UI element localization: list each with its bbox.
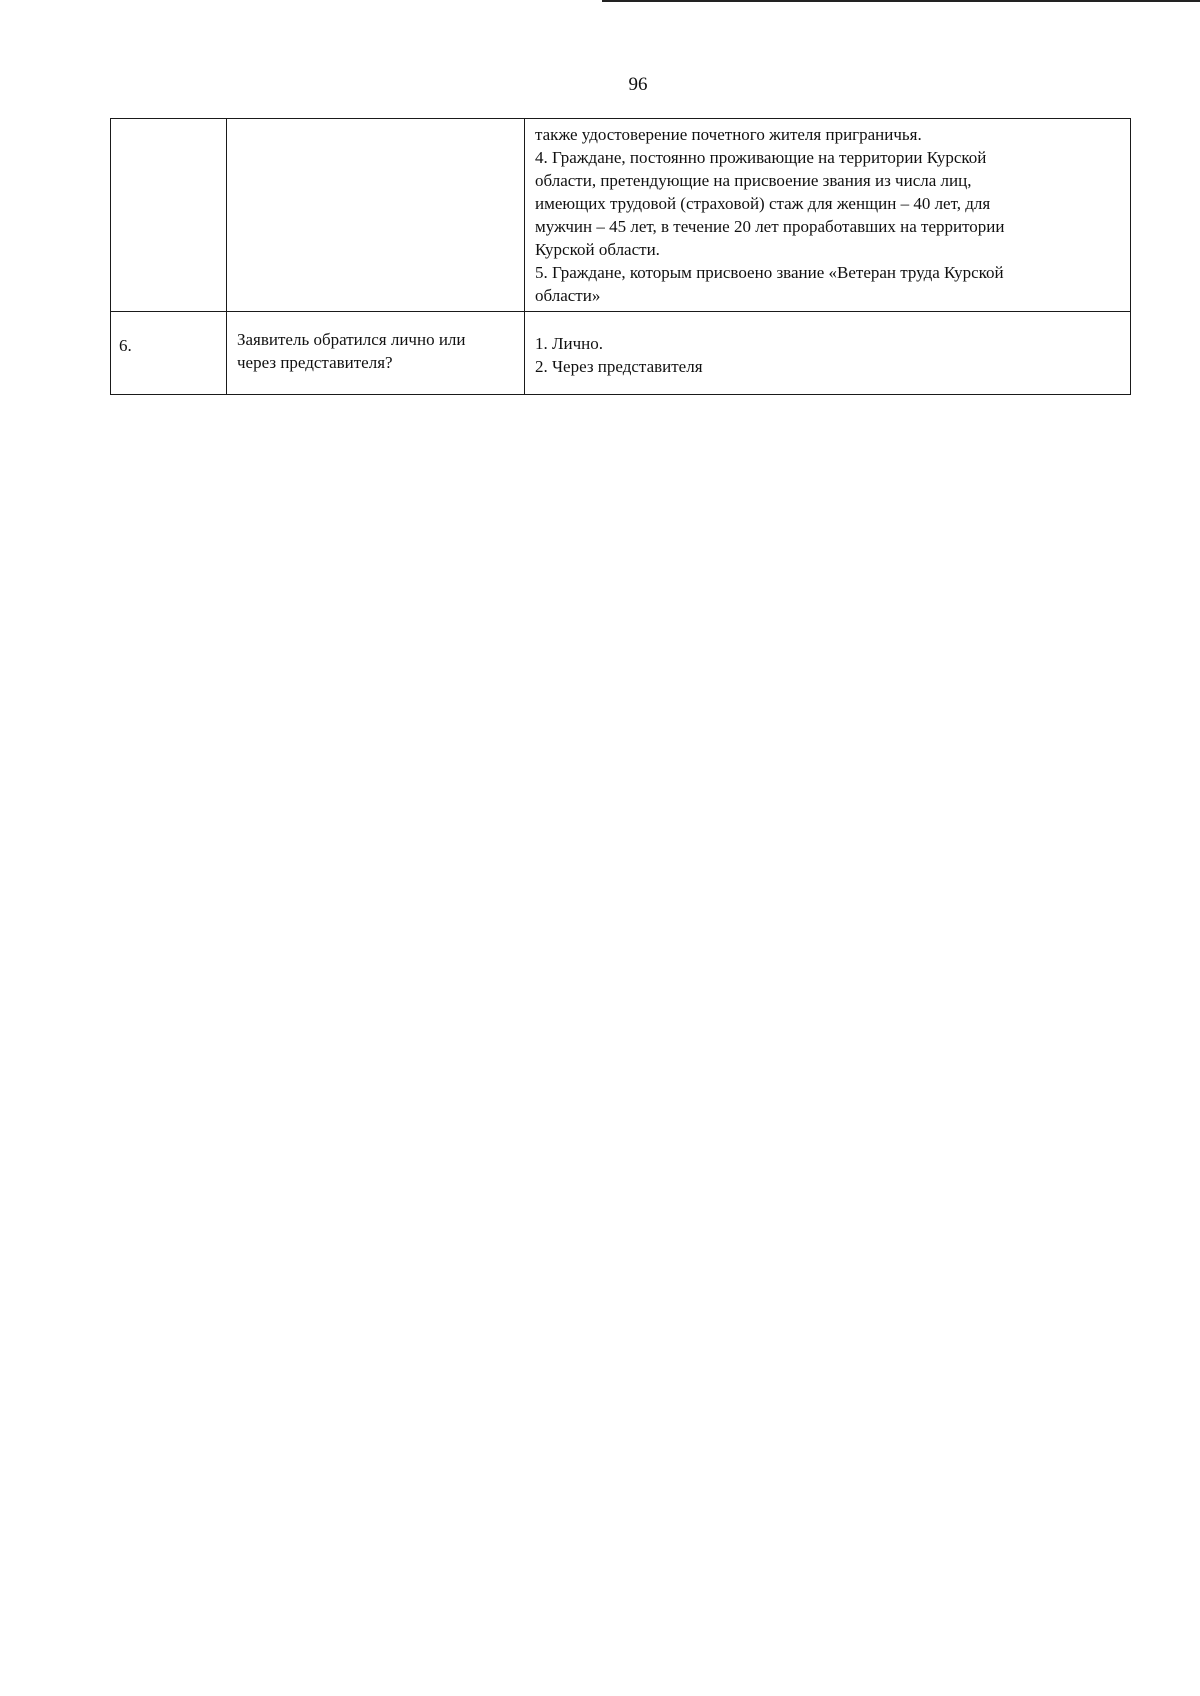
question-text [227, 119, 524, 135]
answer-line: имеющих трудовой (страховой) стаж для женщин – 40 лет, для [535, 194, 991, 213]
page-number: 96 [628, 74, 648, 95]
answer-line: Курской области. [535, 240, 660, 259]
criteria-table [110, 118, 1131, 395]
answer-cell [525, 312, 1131, 395]
answer-line: также удостоверение почетного жителя приграничья. [535, 125, 922, 144]
row-number-cell [111, 119, 227, 312]
scan-edge-line [602, 0, 1200, 2]
table-row [111, 119, 1131, 312]
answer-options [525, 312, 1130, 378]
answer-option: 2. Через представителя [535, 357, 703, 376]
question-line: через представителя? [237, 353, 393, 372]
answer-line: 4. Граждане, постоянно проживающие на территории Курской [535, 148, 987, 167]
question-cell [227, 119, 525, 312]
table-row [111, 312, 1131, 395]
answer-option: 1. Лично. [535, 334, 604, 353]
answer-line: мужчин – 45 лет, в течение 20 лет проработавших на территории [535, 217, 1005, 236]
question-line: Заявитель обратился лично или [237, 330, 466, 349]
row-number: 6. [119, 336, 132, 355]
answer-line: области, претендующие на присвоение звания из числа лиц, [535, 171, 972, 190]
answer-line: области» [535, 286, 601, 305]
row-number-cell [111, 312, 227, 395]
answer-text-block [525, 119, 1130, 311]
question-text [227, 312, 524, 374]
answer-line: 5. Граждане, которым присвоено звание «Ветеран труда Курской [535, 263, 1004, 282]
answer-cell [525, 119, 1131, 312]
question-cell [227, 312, 525, 395]
row-number [111, 119, 226, 141]
